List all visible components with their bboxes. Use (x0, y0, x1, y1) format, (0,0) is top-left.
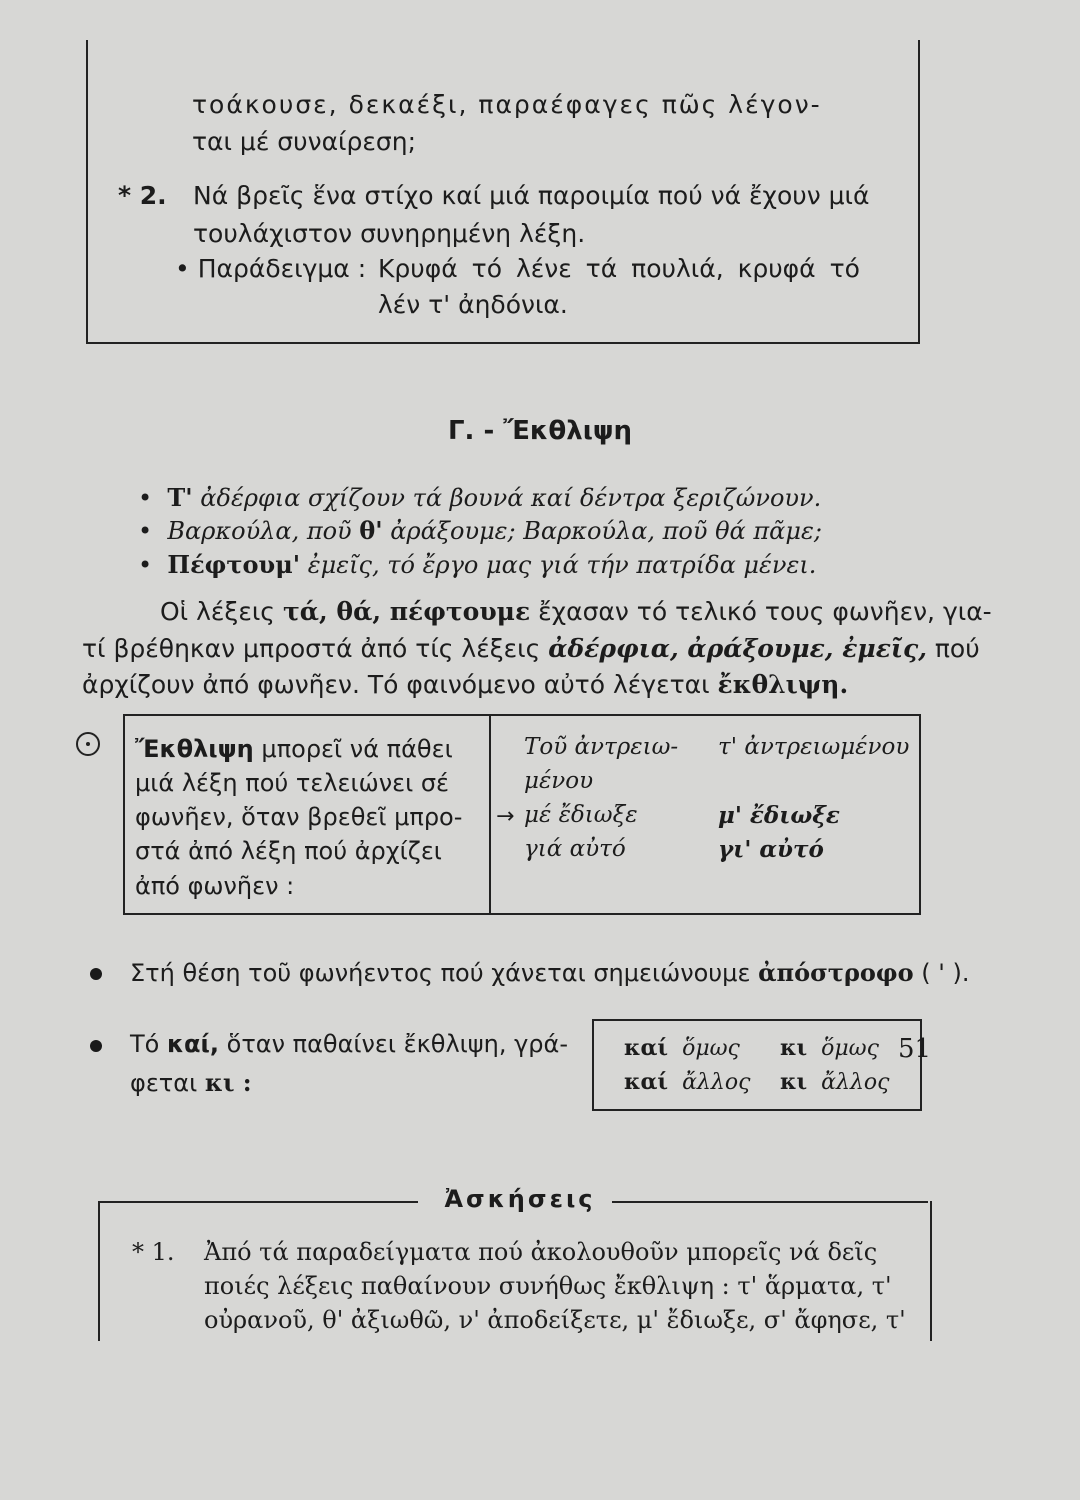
rule-example-left: μέ ἔδιωξε (524, 802, 638, 828)
example-text: λέν τ' ἀηδόνια. (378, 290, 568, 319)
exercise-line: Νά βρεῖς ἕνα στίχο καί μιά παροιμία πού νά ἔχουν μιά (193, 181, 870, 210)
theta-icon (76, 732, 100, 756)
rule-line: στά ἀπό λέξη πού ἀρχίζει (135, 837, 442, 865)
askiseis-title: Ἀσκήσεις (444, 1185, 596, 1213)
kai-note-line: Τό καί, ὅταν παθαίνει ἔκθλιψη, γρά- (130, 1030, 568, 1058)
kai-examples-box (592, 1019, 922, 1111)
kai-example: καί ἄλλος (624, 1069, 751, 1095)
example-text: Κρυφά τό λένε τά πουλιά, κρυφά τό (378, 254, 860, 283)
bullet-icon (90, 968, 102, 980)
rule-example-left: μένου (524, 768, 594, 794)
exercise-line: ται μέ συναίρεση; (192, 127, 417, 156)
rule-line: μιά λέξη πού τελειώνει σέ (135, 769, 450, 797)
apostrophe-note: Στή θέση τοῦ φωνήεντος πού χάνεται σημειώνουμε ἀπόστροφο ( ' ). (130, 958, 970, 987)
example-line: • Βαρκούλα, ποῦ θ' ἀράξουμε; Βαρκούλα, ποῦ θά πᾶμε; (138, 516, 822, 545)
rule-example-right: γι' αὐτό (718, 836, 824, 863)
exercise-number: * 2. (118, 181, 167, 210)
exercise-line: τοάκουσε, δεκαέξι, παραέφαγες πῶς λέγον- (192, 90, 822, 119)
rule-example-left: γιά αὐτό (524, 836, 626, 862)
section-title: Γ. - Ἔκθλιψη (447, 416, 632, 446)
explanation-line: ἀρχίζουν ἀπό φωνῆεν. Τό φαινόμενο αὐτό λέγεται ἔκθλιψη. (82, 670, 849, 699)
rule-example-right: τ' ἀντρειωμένου (718, 734, 910, 760)
explanation-line: τί βρέθηκαν μπροστά ἀπό τίς λέξεις ἀδέρφια, ἀράξουμε, ἐμεῖς, πού (82, 634, 980, 663)
rule-divider (489, 716, 491, 913)
exercise-line: οὐρανοῦ, θ' ἀξιωθῶ, ν' ἀποδείξετε, μ' ἔδιωξε, σ' ἄφησε, τ' (204, 1306, 906, 1334)
exercise-number: * 1. (132, 1238, 175, 1266)
explanation-line: Οἱ λέξεις τά, θά, πέφτουμε ἔχασαν τό τελικό τους φωνῆεν, για- (160, 597, 992, 626)
rule-example-right: μ' ἔδιωξε (718, 802, 840, 829)
example-line: • Πέφτουμ' ἐμεῖς, τό ἔργο μας γιά τήν πατρίδα μένει. (138, 550, 817, 579)
rule-example-left: Τοῦ ἀντρειω- (524, 734, 679, 760)
exercise-line: ποιές λέξεις παθαίνουν συνήθως ἔκθλιψη : τ' ἅρματα, τ' (204, 1272, 892, 1300)
rule-line: ἀπό φωνῆεν : (135, 872, 295, 900)
page-number: 51 (898, 1034, 932, 1064)
kai-example: καί ὅμως (624, 1035, 740, 1061)
exercise-line: Ἀπό τά παραδείγματα πού ἀκολουθοῦν μπορεῖς νά δεῖς (204, 1238, 878, 1266)
exercise-line: τουλάχιστον συνηρημένη λέξη. (193, 219, 586, 248)
rule-line: Ἔκθλιψη μπορεῖ νά πάθει (135, 735, 453, 763)
example-line: • Τ' ἀδέρφια σχίζουν τά βουνά καί δέντρα ξεριζώνουν. (138, 483, 822, 512)
arrow-icon: → (496, 804, 515, 829)
example-label: • Παράδειγμα : (175, 254, 367, 283)
kai-example: κι ἄλλος (780, 1069, 890, 1095)
rule-line: φωνῆεν, ὅταν βρεθεῖ μπρο- (135, 803, 463, 831)
kai-note-line: φεται κι : (130, 1068, 252, 1097)
kai-example: κι ὅμως (780, 1035, 879, 1061)
bullet-icon (90, 1040, 102, 1052)
